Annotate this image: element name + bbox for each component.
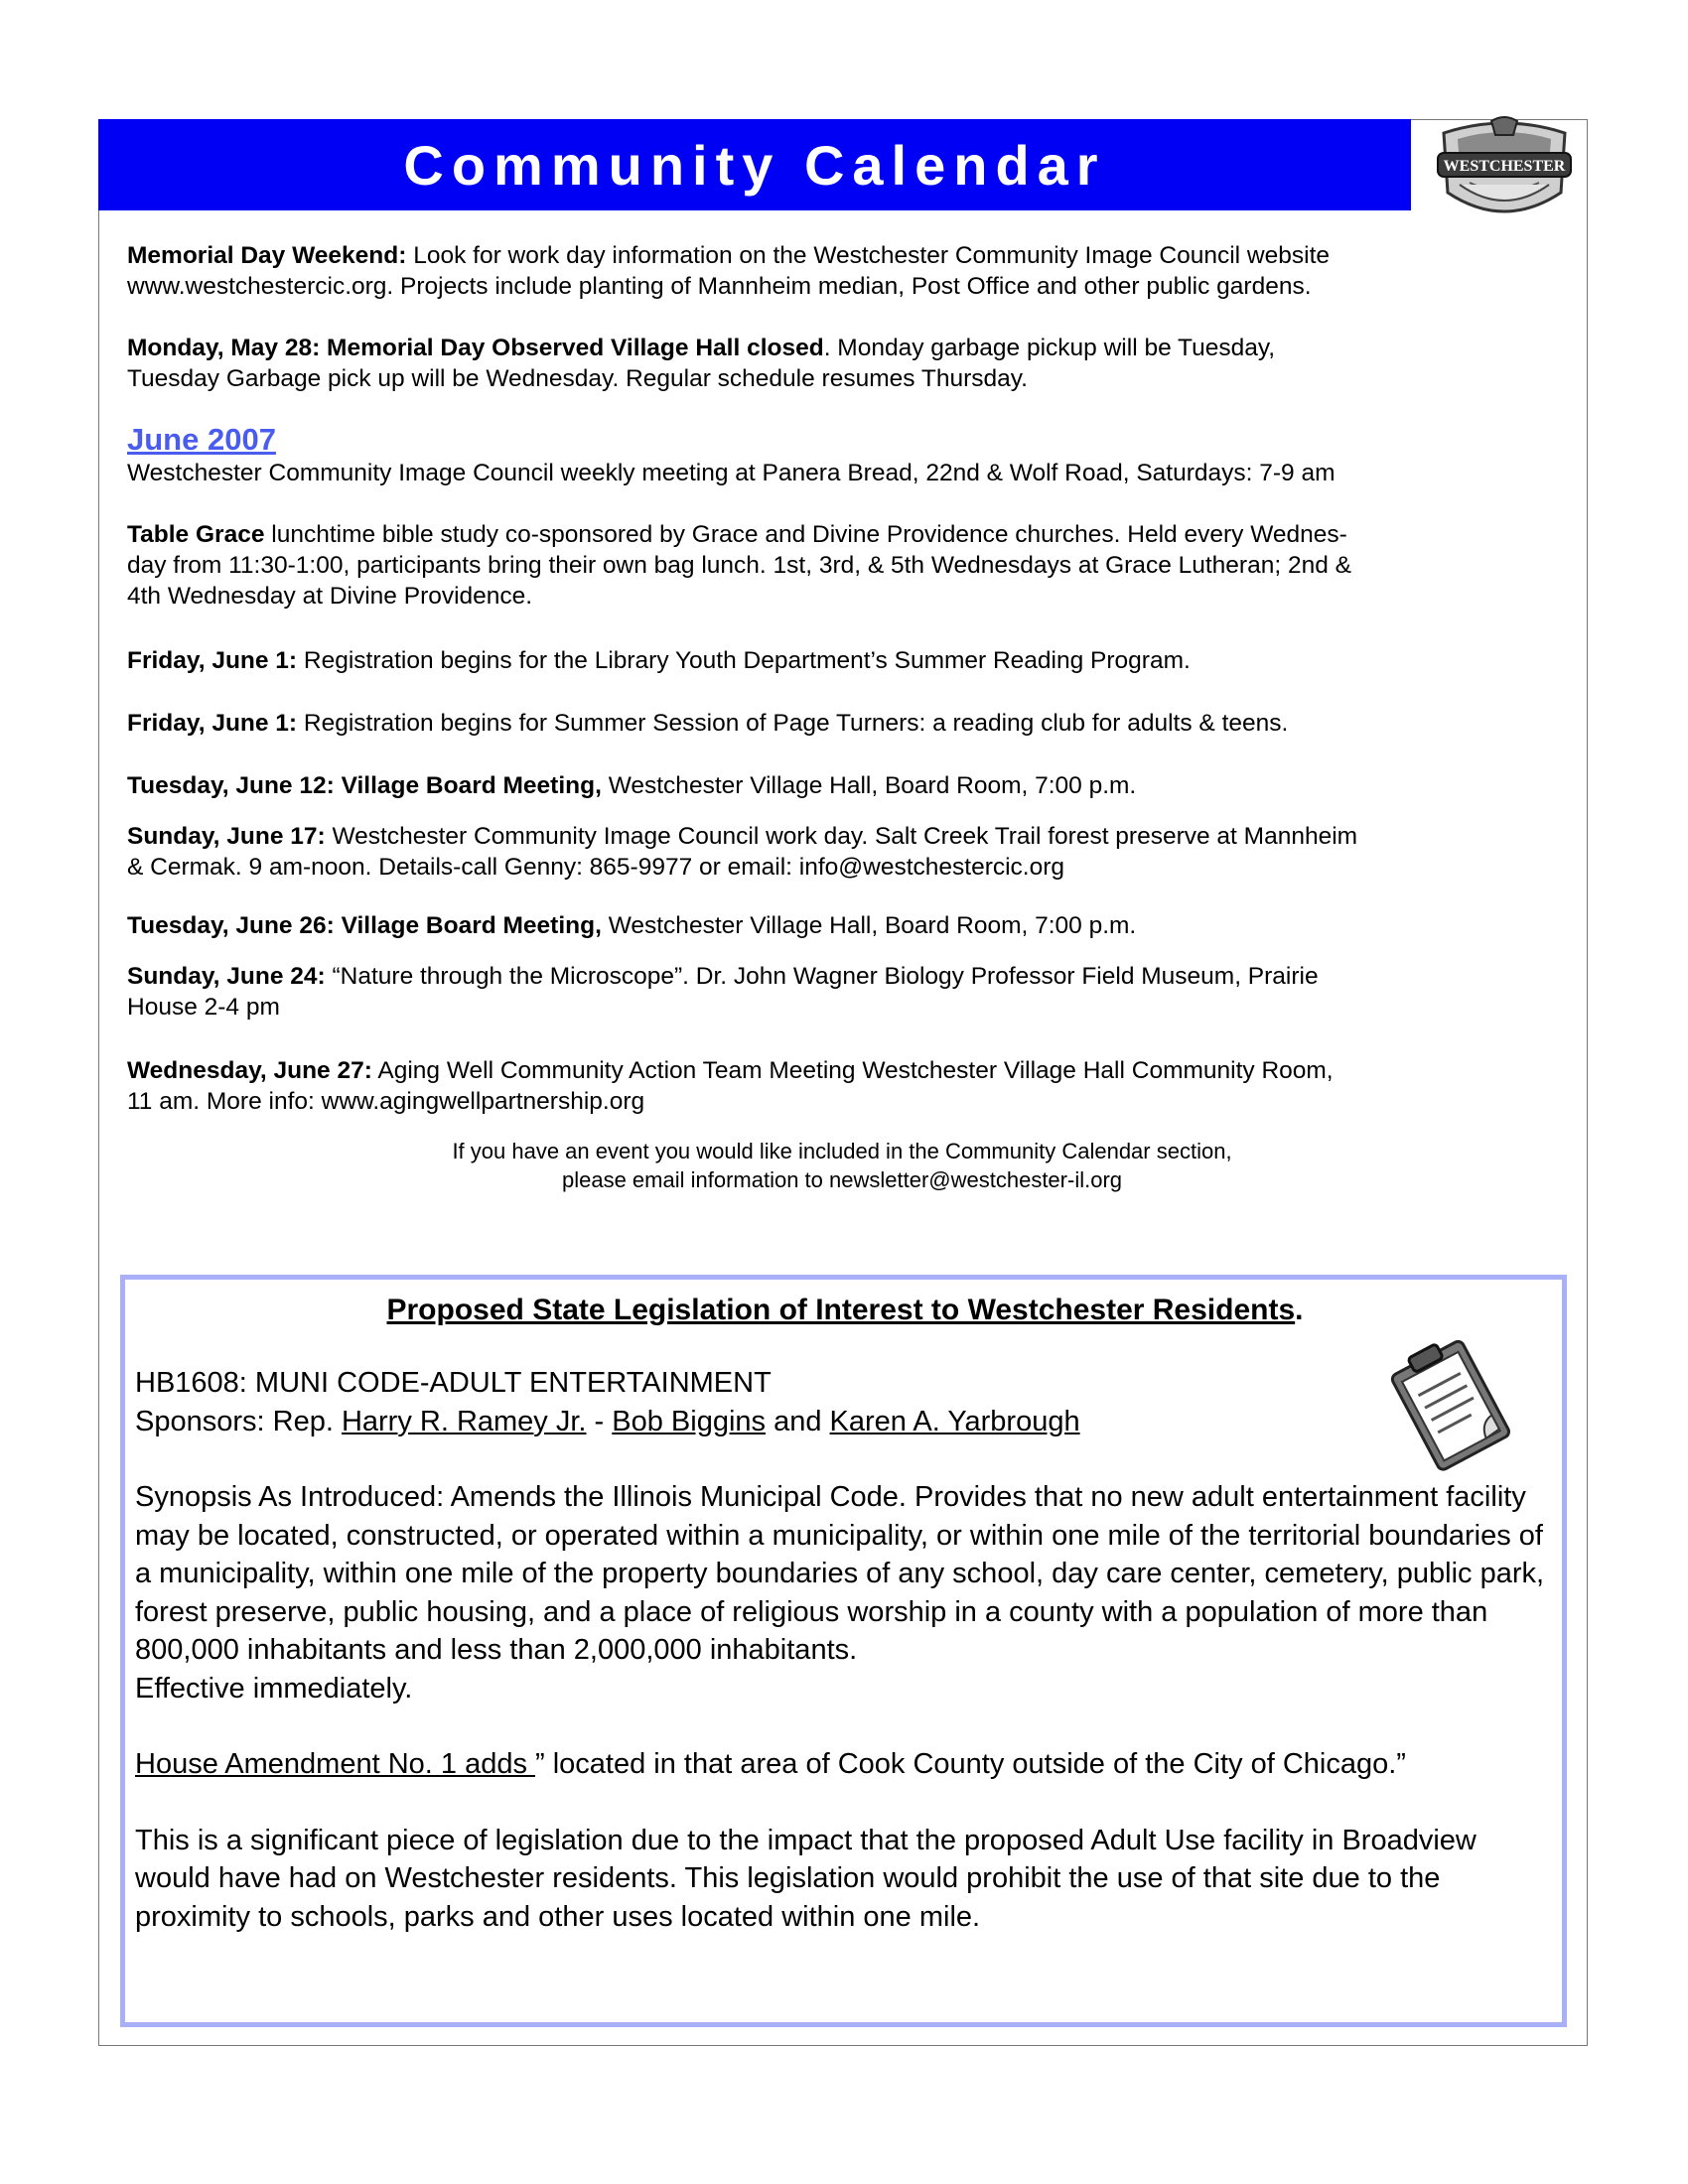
event-friday-june-1-reading: Friday, June 1: Registration begins for the Library Youth Department’s Summer Reading Program. — [127, 647, 1191, 674]
westchester-logo-icon — [1430, 111, 1579, 232]
sponsor-1: Harry R. Ramey Jr. — [341, 1405, 587, 1437]
event-friday-june-1-page-turners: Friday, June 1: Registration begins for Summer Session of Page Turners: a reading club for adults & teens. — [127, 710, 1289, 737]
header-banner — [98, 119, 1411, 210]
event-memorial-weekend: Memorial Day Weekend: Look for work day information on the Westchester Community Image Council website www.westchestercic.org. Projects include planting of Mannheim median, Post Office and other public gardens. — [127, 242, 1331, 300]
event-wednesday-june-27: Wednesday, June 27: Aging Well Community Action Team Meeting Westchester Village Hall Community Room, 11 am. More info: www.agingwellpartnership.org — [127, 1057, 1334, 1115]
community-calendar — [127, 240, 1557, 1194]
event-sunday-june-17: Sunday, June 17: Westchester Community Image Council work day. Salt Creek Trail forest preserve at Mannheim & Cermak. 9 am-noon. Details-call Genny: 865-9977 or email: info@westchestercic.org — [127, 823, 1358, 881]
legislation-section — [135, 1291, 1555, 1936]
effective-note: Effective immediately. — [135, 1672, 413, 1705]
event-tuesday-june-26: Tuesday, June 26: Village Board Meeting, Westchester Village Hall, Board Room, 7:00 p.m. — [127, 912, 1137, 939]
bill-number: HB1608: MUNI CODE-ADULT ENTERTAINMENT — [135, 1367, 772, 1399]
sponsor-3: Karen A. Yarbrough — [829, 1405, 1080, 1437]
sponsors: Sponsors: Rep. Harry R. Ramey Jr. - Bob Biggins and Karen A. Yarbrough — [135, 1405, 1080, 1437]
sponsor-2: Bob Biggins — [612, 1405, 767, 1437]
logo-text: WESTCHESTER — [1443, 158, 1566, 175]
event-tuesday-june-12: Tuesday, June 12: Village Board Meeting, Westchester Village Hall, Board Room, 7:00 p.m. — [127, 772, 1137, 799]
month-heading: June 2007 — [127, 422, 276, 457]
house-amendment: House Amendment No. 1 adds ” located in that area of Cook County outside of the City of Chicago.” — [135, 1748, 1406, 1780]
synopsis: Synopsis As Introduced: Amends the Illinois Municipal Code. Provides that no new adult entertainment facility may be located, constructed, or operated within a municipality, or within one mile of the territorial boundaries of a municipality, within one mile of the property boundaries of any school, day care center, cemetery, public park, forest preserve, public housing, and a place of religious worship in a county with a population of more than 800,000 inhabitants and less than 2,000,000 inhabitants. — [135, 1481, 1545, 1666]
month-heading-wrap — [127, 422, 1557, 458]
significance-note: This is a significant piece of legislation due to the impact that the proposed Adult Use facility in Broadview would have had on Westchester residents. This legislation would prohibit the use of that site due to the proximity to schools, parks and other uses located within one mile. — [135, 1824, 1477, 1933]
event-monday-may-28: Monday, May 28: Memorial Day Observed Village Hall closed. Monday garbage pickup will be Tuesday, Tuesday Garbage pick up will be Wednesday. Regular schedule resumes Thursday. — [127, 335, 1276, 392]
event-sunday-june-24: Sunday, June 24: “Nature through the Microscope”. Dr. John Wagner Biology Professor Field Museum, Prairie House 2-4 pm — [127, 963, 1319, 1021]
legislation-title: Proposed State Legislation of Interest to Westchester Residents. — [386, 1294, 1304, 1326]
submission-note: If you have an event you would like included in the Community Calendar section, please email information to newsletter@westchester-il.org — [452, 1139, 1232, 1192]
event-table-grace: Table Grace lunchtime bible study co-sponsored by Grace and Divine Providence churches. Held every Wednes- day from 11:30-1:00, participants bring their own bag lunch. 1st, 3rd, & 5th Wednesdays at Grace Lutheran; 2nd & 4th Wednesday at Divine Providence. — [127, 521, 1351, 610]
page-title: Community Calendar — [403, 133, 1106, 197]
event-weekly-meeting: Westchester Community Image Council weekly meeting at Panera Bread, 22nd & Wolf Road, Saturdays: 7-9 am — [127, 460, 1336, 486]
